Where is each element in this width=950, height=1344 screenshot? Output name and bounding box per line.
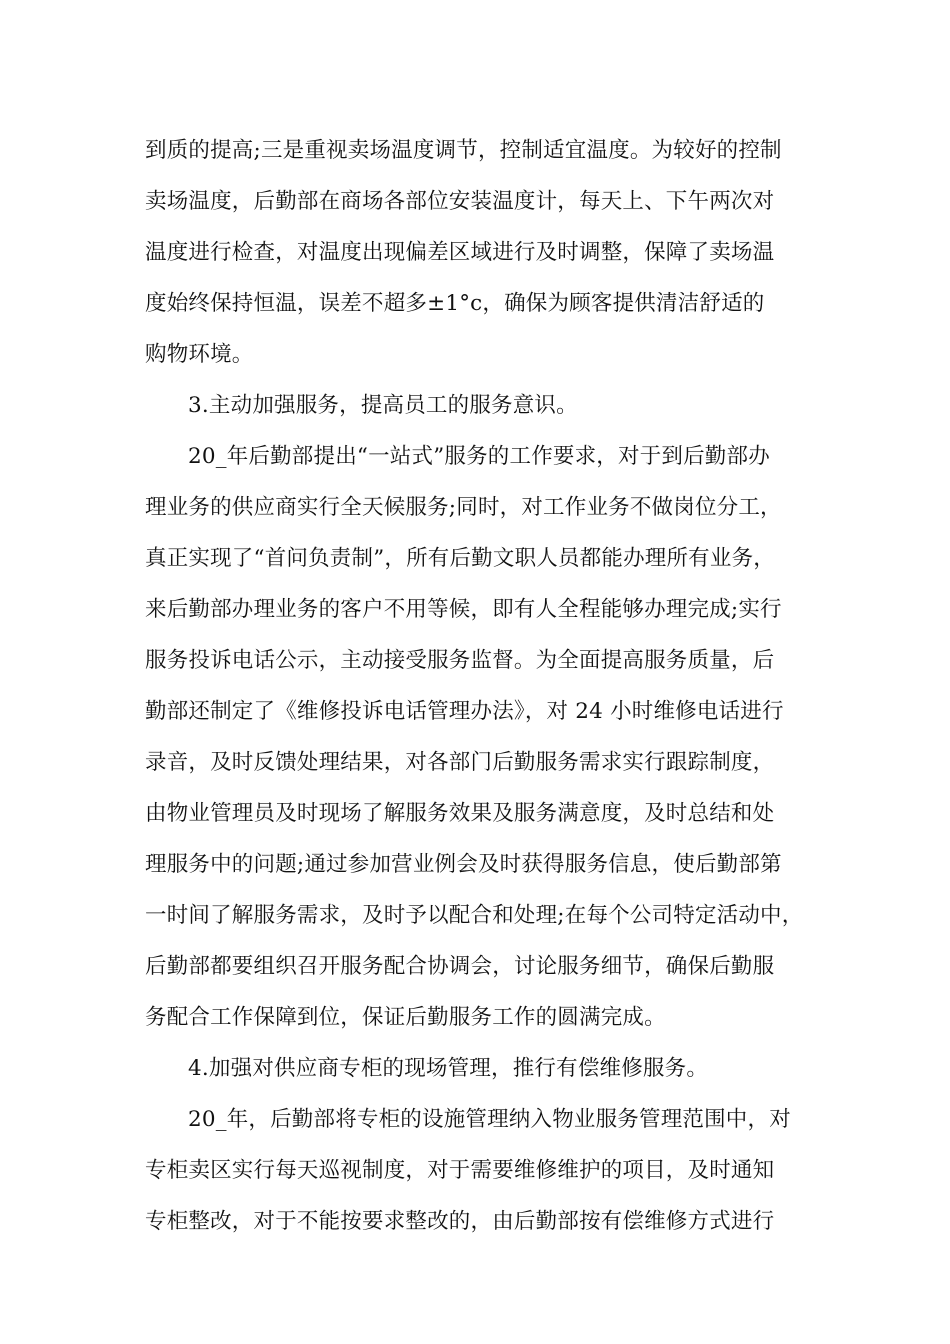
text-line: 来后勤部办理业务的客户不用等候，即有人全程能够办理完成;实行 <box>145 597 782 622</box>
text-line: 专柜卖区实行每天巡视制度，对于需要维修维护的项目，及时通知 <box>145 1158 775 1183</box>
text-line: 勤部还制定了《维修投诉电话管理办法》，对 24 小时维修电话进行 <box>145 699 784 724</box>
text-line: 20_年后勤部提出“一站式”服务的工作要求，对于到后勤部办 <box>188 444 770 469</box>
text-line: 卖场温度，后勤部在商场各部位安装温度计，每天上、下午两次对 <box>145 189 775 214</box>
text-line: 20_年，后勤部将专柜的设施管理纳入物业服务管理范围中，对 <box>188 1107 791 1132</box>
text-line: 度始终保持恒温，误差不超多±1°c，确保为顾客提供清洁舒适的 <box>145 291 765 316</box>
text-line: 务配合工作保障到位，保证后勤服务工作的圆满完成。 <box>145 1005 666 1030</box>
text-line: 一时间了解服务需求，及时予以配合和处理;在每个公司特定活动中， <box>145 903 804 928</box>
text-line: 录音，及时反馈处理结果，对各部门后勤服务需求实行跟踪制度， <box>145 750 775 775</box>
text-line: 真正实现了“首问负责制”，所有后勤文职人员都能办理所有业务， <box>145 546 775 571</box>
text-line: 服务投诉电话公示，主动接受服务监督。为全面提高服务质量，后 <box>145 648 775 673</box>
section-heading-3: 3.主动加强服务，提高员工的服务意识。 <box>188 393 578 418</box>
text-line: 购物环境。 <box>145 342 254 367</box>
section-heading-4: 4.加强对供应商专柜的现场管理，推行有偿维修服务。 <box>188 1056 709 1081</box>
text-line: 温度进行检查，对温度出现偏差区域进行及时调整，保障了卖场温 <box>145 240 775 265</box>
text-line: 到质的提高;三是重视卖场温度调节，控制适宜温度。为较好的控制 <box>145 138 782 163</box>
text-line: 专柜整改，对于不能按要求整改的，由后勤部按有偿维修方式进行 <box>145 1209 775 1234</box>
text-line: 理服务中的问题;通过参加营业例会及时获得服务信息，使后勤部第 <box>145 852 782 877</box>
text-line: 理业务的供应商实行全天候服务;同时，对工作业务不做岗位分工， <box>145 495 782 520</box>
text-line: 后勤部都要组织召开服务配合协调会，讨论服务细节，确保后勤服 <box>145 954 775 979</box>
text-line: 由物业管理员及时现场了解服务效果及服务满意度，及时总结和处 <box>145 801 775 826</box>
